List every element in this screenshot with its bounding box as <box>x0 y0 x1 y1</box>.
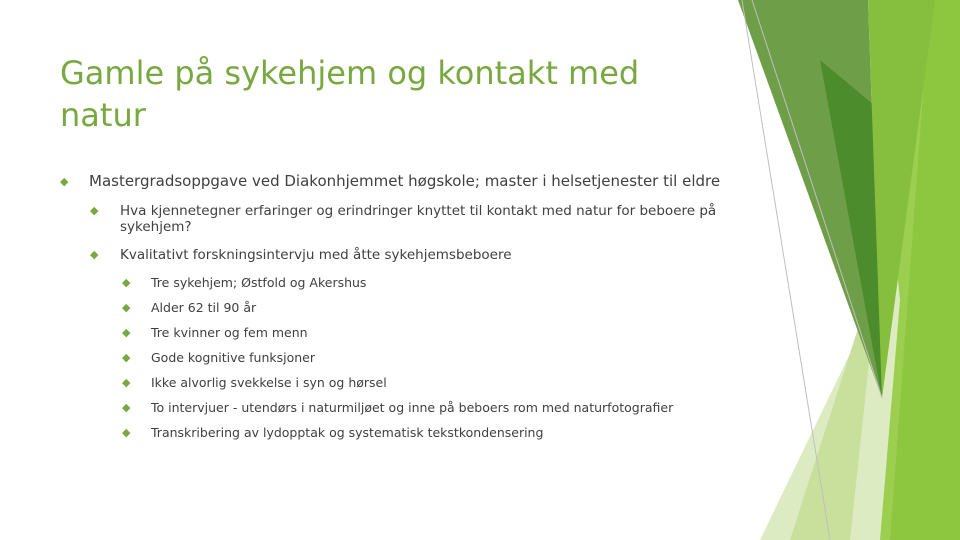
diamond-bullet-icon: ◆ <box>90 204 99 217</box>
diamond-bullet-icon: ◆ <box>122 326 131 339</box>
list-item-text: Hva kjennetegner erfaringer og erindringer knyttet til kontakt med natur for beboere på sykehjem? <box>120 203 717 235</box>
list-item-text: Transkribering av lydopptak og systematisk tekstkondensering <box>151 425 544 440</box>
list-item <box>122 425 740 441</box>
diamond-bullet-icon: ◆ <box>122 351 131 364</box>
list-item <box>122 400 740 416</box>
diamond-bullet-icon: ◆ <box>60 175 69 188</box>
list-item-text: Alder 62 til 90 år <box>151 300 257 315</box>
list-item-text: Kvalitativt forskningsintervju med åtte sykehjemsbeboere <box>120 247 512 263</box>
list-item <box>122 350 740 366</box>
diamond-bullet-icon: ◆ <box>90 248 99 261</box>
list-item <box>122 375 740 391</box>
bullet-list <box>60 172 740 450</box>
list-item-text: Tre sykehjem; Østfold og Akershus <box>151 275 367 290</box>
list-item-text: Ikke alvorlig svekkelse i syn og hørsel <box>151 375 387 390</box>
list-item <box>90 203 740 235</box>
diamond-bullet-icon: ◆ <box>122 276 131 289</box>
slide-title: Gamle på sykehjem og kontakt med natur <box>60 54 640 134</box>
list-item <box>122 325 740 341</box>
list-item <box>60 172 740 191</box>
diamond-bullet-icon: ◆ <box>122 401 131 414</box>
diamond-bullet-icon: ◆ <box>122 426 131 439</box>
diamond-bullet-icon: ◆ <box>122 376 131 389</box>
list-item-text: Tre kvinner og fem menn <box>151 325 308 340</box>
list-item <box>122 275 740 291</box>
diamond-bullet-icon: ◆ <box>122 301 131 314</box>
list-item <box>122 300 740 316</box>
list-item <box>90 247 740 263</box>
list-item-text: To intervjuer - utendørs i naturmiljøet og inne på beboers rom med naturfotografier <box>151 400 674 415</box>
list-item-text: Gode kognitive funksjoner <box>151 350 316 365</box>
list-item-text: Mastergradsoppgave ved Diakonhjemmet høgskole; master i helsetjenester til eldre <box>89 172 721 190</box>
